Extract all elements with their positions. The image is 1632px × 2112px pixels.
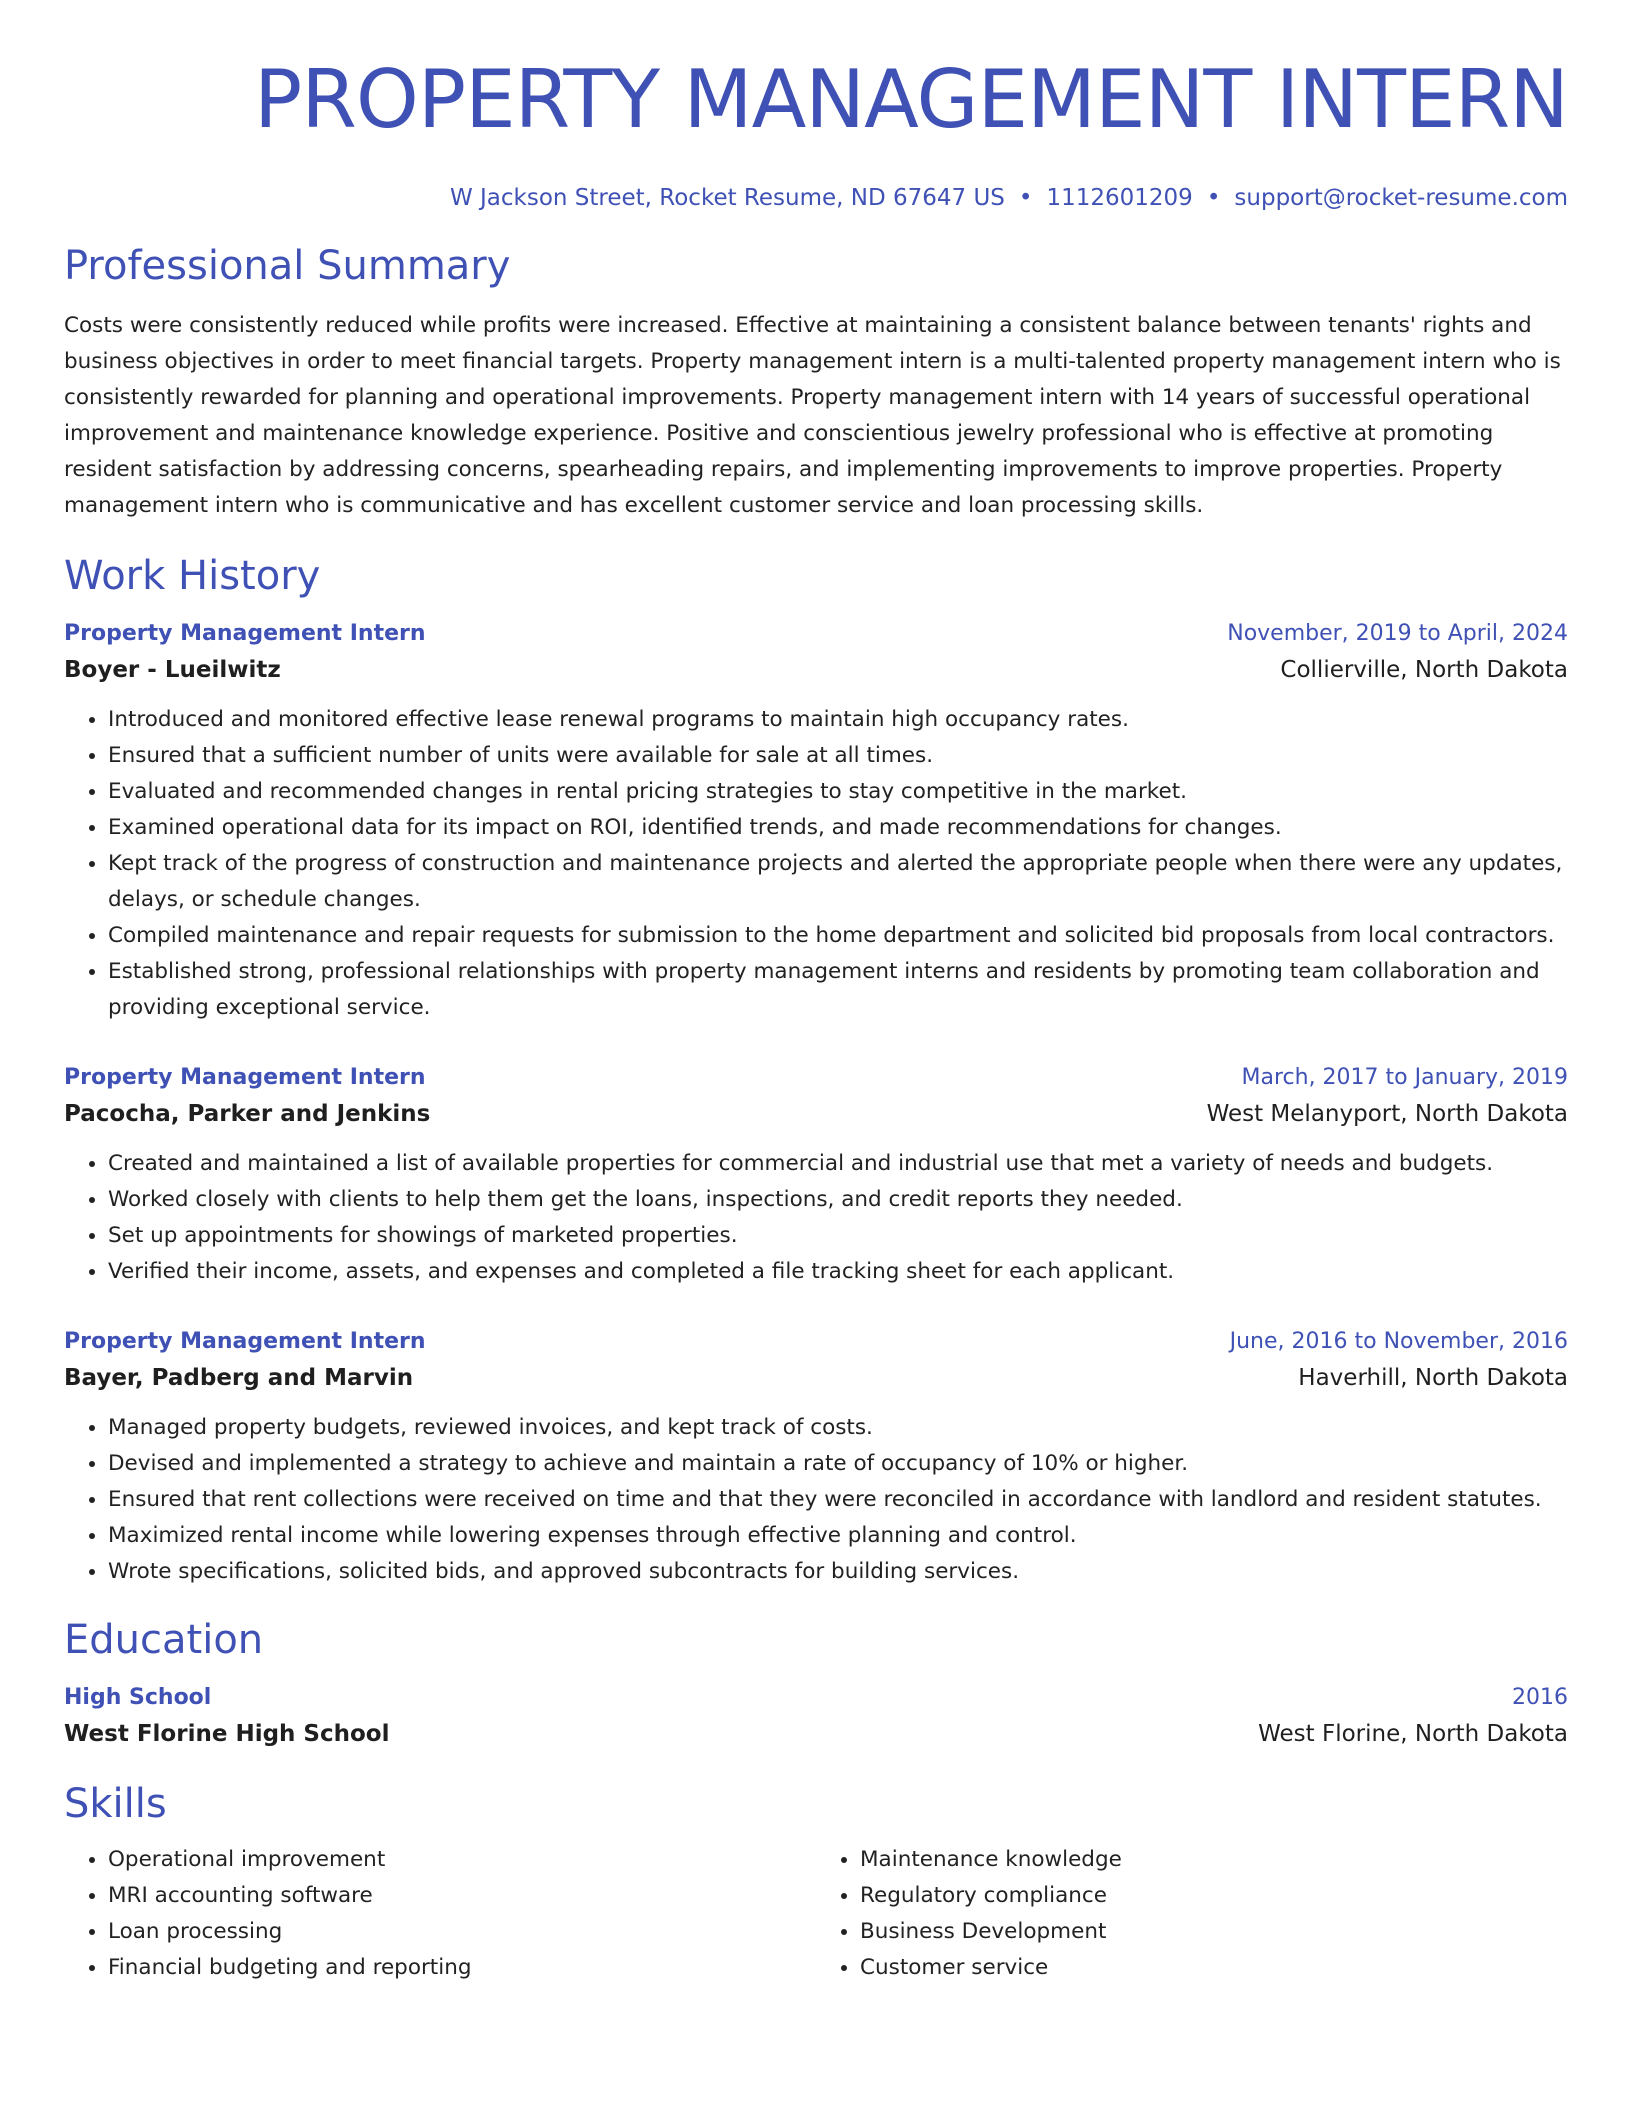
job-bullet: • Devised and implemented a strategy to achieve and maintain a rate of occupancy of 10% or higher. bbox=[108, 1446, 1568, 1482]
work-history-section bbox=[64, 552, 1568, 1590]
education-entry bbox=[64, 1682, 1568, 1754]
contact-phone[interactable]: 1112601209 bbox=[1046, 185, 1193, 211]
job-bullets bbox=[64, 702, 1568, 1026]
skill-item: • Loan processing bbox=[108, 1914, 816, 1950]
contact-address: W Jackson Street, Rocket Resume, ND 67647 US bbox=[449, 185, 1005, 211]
job-bullet: • Verified their income, assets, and expenses and completed a file tracking sheet for each applicant. bbox=[108, 1254, 1568, 1290]
job-role: Property Management Intern bbox=[64, 1329, 426, 1354]
skills-column-left bbox=[64, 1842, 816, 1986]
skill-item: • Financial budgeting and reporting bbox=[108, 1950, 816, 1986]
section-title-skills: Skills bbox=[64, 1781, 167, 1827]
job-dates: March, 2017 to January, 2019 bbox=[1241, 1065, 1568, 1090]
job-dates: June, 2016 to November, 2016 bbox=[1229, 1329, 1568, 1354]
job-company: Pacocha, Parker and Jenkins bbox=[64, 1101, 431, 1127]
contact-separator: • bbox=[1018, 185, 1033, 211]
skills-section bbox=[64, 1780, 1568, 1986]
job-bullets bbox=[64, 1146, 1568, 1290]
job-bullet: • Set up appointments for showings of marketed properties. bbox=[108, 1218, 1568, 1254]
contact-line bbox=[64, 184, 1568, 212]
job-location: Haverhill, North Dakota bbox=[1298, 1365, 1568, 1391]
job-entry bbox=[64, 618, 1568, 1026]
section-title-work-history: Work History bbox=[64, 553, 321, 599]
contact-separator: • bbox=[1206, 185, 1221, 211]
skills-column-right bbox=[816, 1842, 1568, 1986]
education-degree: High School bbox=[64, 1685, 212, 1710]
education-school: West Florine High School bbox=[64, 1721, 390, 1747]
job-dates: November, 2019 to April, 2024 bbox=[1227, 621, 1568, 646]
skill-item: • Maintenance knowledge bbox=[860, 1842, 1568, 1878]
job-bullet: • Ensured that rent collections were received on time and that they were reconciled in accordance with landlord and resident statutes. bbox=[108, 1482, 1568, 1518]
job-bullet: • Managed property budgets, reviewed invoices, and kept track of costs. bbox=[108, 1410, 1568, 1446]
summary-text: Costs were consistently reduced while profits were increased. Effective at maintaining a consistent balance between tenants' rights and business objectives in order to meet financial targets. Property management intern is a multi-talented property management intern who is consistently rewarded for planning and operational improvements. Property management intern with 14 years of successful operational improvement and maintenance knowledge experience. Positive and conscientious jewelry professional who is effective at promoting resident satisfaction by addressing concerns, spearheading repairs, and implementing improvements to improve properties. Property management intern who is communicative and has excellent customer service and loan processing skills. bbox=[64, 313, 1561, 518]
job-bullet: • Compiled maintenance and repair requests for submission to the home department and solicited bid proposals from local contractors. bbox=[108, 918, 1568, 954]
resume-header bbox=[64, 52, 1568, 212]
contact-email[interactable]: support@rocket-resume.com bbox=[1234, 185, 1568, 211]
skill-item: • Regulatory compliance bbox=[860, 1878, 1568, 1914]
professional-summary-section bbox=[64, 242, 1568, 524]
job-bullet: • Created and maintained a list of available properties for commercial and industrial use that met a variety of needs and budgets. bbox=[108, 1146, 1568, 1182]
job-entry bbox=[64, 1062, 1568, 1290]
job-entry bbox=[64, 1326, 1568, 1590]
education-location: West Florine, North Dakota bbox=[1258, 1721, 1568, 1747]
skill-item: • MRI accounting software bbox=[108, 1878, 816, 1914]
job-company: Bayer, Padberg and Marvin bbox=[64, 1365, 414, 1391]
skills-grid bbox=[64, 1842, 1568, 1986]
job-bullet: • Maximized rental income while lowering expenses through effective planning and control. bbox=[108, 1518, 1568, 1554]
skill-item: • Operational improvement bbox=[108, 1842, 816, 1878]
section-title-summary: Professional Summary bbox=[64, 243, 511, 289]
job-bullet: • Wrote specifications, solicited bids, and approved subcontracts for building services. bbox=[108, 1554, 1568, 1590]
job-bullet: • Worked closely with clients to help them get the loans, inspections, and credit reports they needed. bbox=[108, 1182, 1568, 1218]
job-bullet: • Introduced and monitored effective lease renewal programs to maintain high occupancy rates. bbox=[108, 702, 1568, 738]
job-bullet: • Examined operational data for its impact on ROI, identified trends, and made recommendations for changes. bbox=[108, 810, 1568, 846]
education-section bbox=[64, 1616, 1568, 1754]
job-location: Collierville, North Dakota bbox=[1280, 657, 1568, 683]
job-location: West Melanyport, North Dakota bbox=[1206, 1101, 1568, 1127]
job-bullet: • Established strong, professional relationships with property management interns and residents by promoting team collaboration and providing exceptional service. bbox=[108, 954, 1568, 1026]
job-bullet: • Ensured that a sufficient number of units were available for sale at all times. bbox=[108, 738, 1568, 774]
job-role: Property Management Intern bbox=[64, 621, 426, 646]
job-role: Property Management Intern bbox=[64, 1065, 426, 1090]
skill-item: • Customer service bbox=[860, 1950, 1568, 1986]
job-bullets bbox=[64, 1410, 1568, 1590]
education-year: 2016 bbox=[1512, 1685, 1568, 1710]
job-bullet: • Evaluated and recommended changes in rental pricing strategies to stay competitive in the market. bbox=[108, 774, 1568, 810]
candidate-title: PROPERTY MANAGEMENT INTERN bbox=[254, 53, 1568, 146]
section-title-education: Education bbox=[64, 1617, 264, 1663]
job-company: Boyer - Lueilwitz bbox=[64, 657, 281, 683]
job-bullet: • Kept track of the progress of construction and maintenance projects and alerted the appropriate people when there were any updates, delays, or schedule changes. bbox=[108, 846, 1568, 918]
skill-item: • Business Development bbox=[860, 1914, 1568, 1950]
